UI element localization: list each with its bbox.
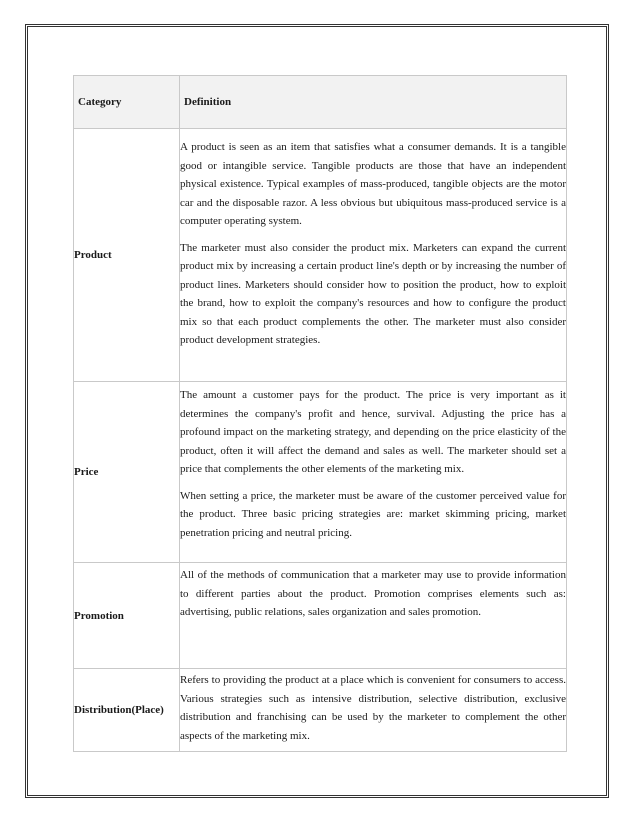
definition-cell: [180, 382, 567, 563]
table-row-distribution: [74, 669, 567, 752]
category-cell: Price: [74, 382, 180, 563]
table-row-promotion: [74, 563, 567, 669]
header-definition: Definition: [180, 76, 567, 129]
category-cell: Promotion: [74, 563, 180, 669]
definition-cell: [180, 563, 567, 669]
definition-paragraph: All of the methods of communication that a marketer may use to provide information to different parties about the product. Promotion comprises elements such as: advertising, public relations, sales organization and sales promotion.: [180, 569, 566, 618]
definition-paragraph: When setting a price, the marketer must be aware of the customer perceived value for the product. Three basic pricing strategies are: market skimming pricing, market penetration pricing and neutral pricing.: [180, 489, 566, 539]
table-row-price: [74, 382, 567, 563]
definition-cell: [180, 669, 567, 752]
table-row-product: [74, 129, 567, 382]
category-cell: Product: [74, 129, 180, 382]
definition-paragraph: A product is seen as an item that satisfies what a consumer demands. It is a tangible good or intangible service. Tangible products are those that have an independent physical existence. Typical examples of mass-produced, tangible objects are the motor car and the disposable razor. A less obvious but ubiquitous mass-produced service is a computer operating system.: [180, 141, 566, 227]
category-cell: Distribution(Place): [74, 669, 180, 752]
definition-paragraph: The marketer must also consider the product mix. Marketers can expand the current product mix by increasing a certain product line's depth or by increasing the number of product lines. Marketers should consider how to position the product, how to exploit the brand, how to exploit the company's resources and how to configure the product mix so that each product complements the other. The marketer must also consider product development strategies.: [180, 241, 566, 346]
definition-paragraph: Refers to providing the product at a place which is convenient for consumers to access. Various strategies such as intensive distribution, selective distribution, exclusive distribution and franchising can be used by the marketer to complement the other aspects of the marketing mix.: [180, 674, 566, 742]
header-category: Category: [74, 76, 180, 129]
table-header-row: [74, 76, 567, 129]
definition-cell: [180, 129, 567, 382]
marketing-mix-table: [73, 75, 567, 752]
definition-paragraph: The amount a customer pays for the product. The price is very important as it determines the company's profit and hence, survival. Adjusting the price has a profound impact on the marketing strategy, and depending on the price elasticity of the product, often it will affect the demand and sales as well. The marketer should set a price that complements the other elements of the marketing mix.: [180, 389, 566, 475]
